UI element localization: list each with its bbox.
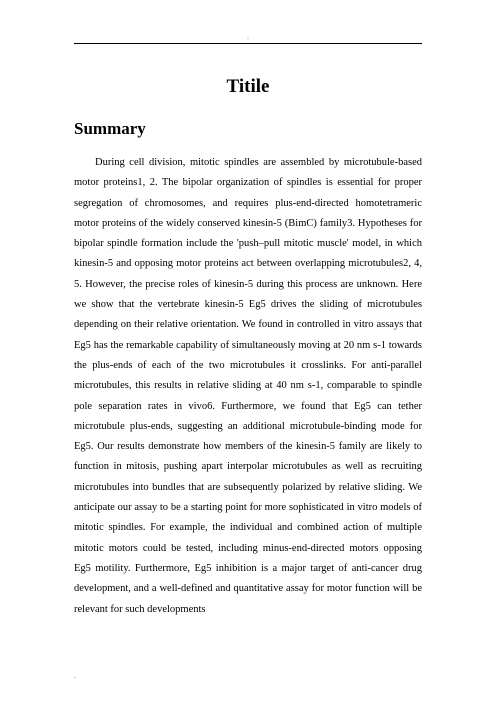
header-mark: .	[247, 33, 249, 41]
header-rule	[74, 43, 422, 44]
summary-paragraph: During cell division, mitotic spindles are assembled by microtubule-based motor proteins1, 2. The bipolar organization of spindles is essential for proper segregation of chromosomes, and requires plus-end-directed homotetrameric motor proteins of the widely conserved kinesin-5 (BimC) family3. Hypotheses for bipolar spindle formation include the 'push–pull mitotic muscle' model, in which kinesin-5 and opposing motor proteins act between overlapping microtubules2, 4, 5. However, the precise roles of kinesin-5 during this process are unknown. Here we show that the vertebrate kinesin-5 Eg5 drives the sliding of microtubules depending on their relative orientation. We found in controlled in vitro assays that Eg5 has the remarkable capability of simultaneously moving at 20 nm s-1 towards the plus-ends of each of the two microtubules it crosslinks. For anti-parallel microtubules, this results in relative sliding at 40 nm s-1, comparable to spindle pole separation rates in vivo6. Furthermore, we found that Eg5 can tether microtubule plus-ends, suggesting an additional microtubule-binding mode for Eg5. Our results demonstrate how members of the kinesin-5 family are likely to function in mitosis, pushing apart interpolar microtubules as well as recruiting microtubules into bundles that are subsequently polarized by relative sliding. We anticipate our assay to be a starting point for more sophisticated in vitro models of mitotic spindles. For example, the individual and combined action of multiple mitotic motors could be tested, including minus-end-directed motors opposing Eg5 motility. Furthermore, Eg5 inhibition is a major target of anti-cancer drug development, and a well-defined and quantitative assay for motor function will be relevant for such developments	[74, 157, 422, 615]
section-heading-summary: Summary	[74, 119, 146, 138]
document-title: Titile	[226, 76, 270, 97]
footer-mark: .	[74, 672, 76, 680]
